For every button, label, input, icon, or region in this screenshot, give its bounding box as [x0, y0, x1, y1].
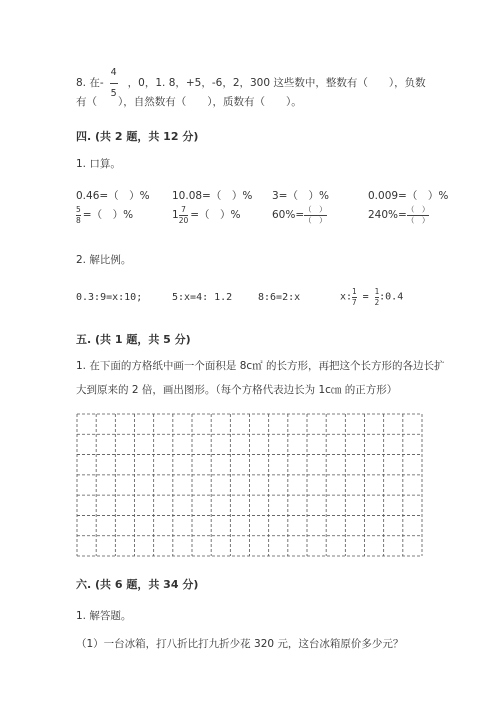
prop4-lead: x: — [340, 291, 353, 303]
proportion-4 — [340, 288, 403, 306]
r2c4-den: （ ） — [406, 215, 430, 225]
prop4-mid: = — [356, 291, 375, 303]
mental-calc-r1c2: 10.08=（ ）% — [172, 190, 253, 202]
section6-q1-label: 1. 解答题。 — [76, 610, 132, 622]
r2c4-lead: 240%= — [368, 209, 407, 221]
mental-calc-r2c2 — [172, 206, 241, 224]
prop4-n2: 1 — [374, 287, 380, 296]
mental-calc-r1c3: 3=（ ）% — [272, 190, 329, 202]
mental-calc-r2c1 — [76, 206, 133, 224]
section6-title: 六. (共 6 题，共 34 分) — [76, 578, 199, 591]
r2c3-lead: 60%= — [272, 209, 305, 221]
prop4-d1: 7 — [352, 297, 357, 307]
r2c3-fraction — [304, 206, 327, 224]
q8-suffix: ，0，1. 8，+5，-6，2，300 这些数中，整数有（ ），负数 — [127, 77, 426, 89]
section5-q1-line2: 大到原来的 2 倍，画出图形。（每个方格代表边长为 1c㎝ 的正方形） — [76, 384, 398, 396]
r2c2-whole: 1 — [172, 209, 179, 221]
section4-title: 四. (共 2 题，共 12 分) — [76, 130, 199, 143]
r2c2-fraction — [179, 206, 189, 224]
section5-title: 五. (共 1 题，共 5 分) — [76, 333, 191, 346]
square-grid-paper[interactable] — [76, 413, 423, 557]
q8-line2: 有（ ），自然数有（ ），质数有（ ）。 — [76, 96, 302, 108]
r2c1-tail: =（ ）% — [82, 209, 134, 221]
section4-q2-label: 2. 解比例。 — [76, 254, 132, 266]
q8-frac-numerator: 4 — [110, 67, 117, 78]
mental-calc-r1c4: 0.009=（ ）% — [368, 190, 449, 202]
q8-frac-denominator: 5 — [110, 87, 117, 99]
q8-prefix: 8. 在- — [76, 77, 104, 89]
r2c4-num: （ ） — [406, 205, 430, 214]
section5-q1-line1: 1. 在下面的方格纸中画一个面积是 8c㎡ 的长方形，再把这个长方形的各边长扩 — [76, 360, 445, 372]
r2c1-den: 8 — [76, 215, 81, 225]
mental-calc-r1c1: 0.46=（ ）% — [76, 190, 150, 202]
prop4-d2: 2 — [374, 297, 380, 307]
r2c2-den: 20 — [178, 215, 189, 225]
r2c3-den: （ ） — [304, 215, 327, 225]
r2c2-tail: =（ ）% — [190, 209, 241, 221]
proportion-3: 8:6=2:x — [258, 292, 301, 303]
r2c3-num: （ ） — [304, 205, 327, 214]
r2c1-num: 5 — [76, 205, 81, 214]
prop4-n1: 1 — [352, 287, 357, 296]
proportion-1: 0.3:9=x:10; — [76, 292, 143, 303]
mental-calc-r2c4 — [368, 206, 429, 224]
section4-q1-label: 1. 口算。 — [76, 158, 121, 170]
r2c4-fraction — [407, 206, 430, 224]
section6-q1-sub1: （1）一台冰箱，打八折比打九折少花 320 元，这台冰箱原价多少元？ — [76, 638, 404, 650]
mental-calc-r2c3 — [272, 206, 327, 224]
proportion-2: 5:x=4: 1.2 — [172, 292, 233, 303]
r2c1-fraction — [76, 206, 81, 224]
prop4-tail: :0.4 — [379, 291, 404, 303]
r2c2-num: 7 — [181, 205, 186, 214]
